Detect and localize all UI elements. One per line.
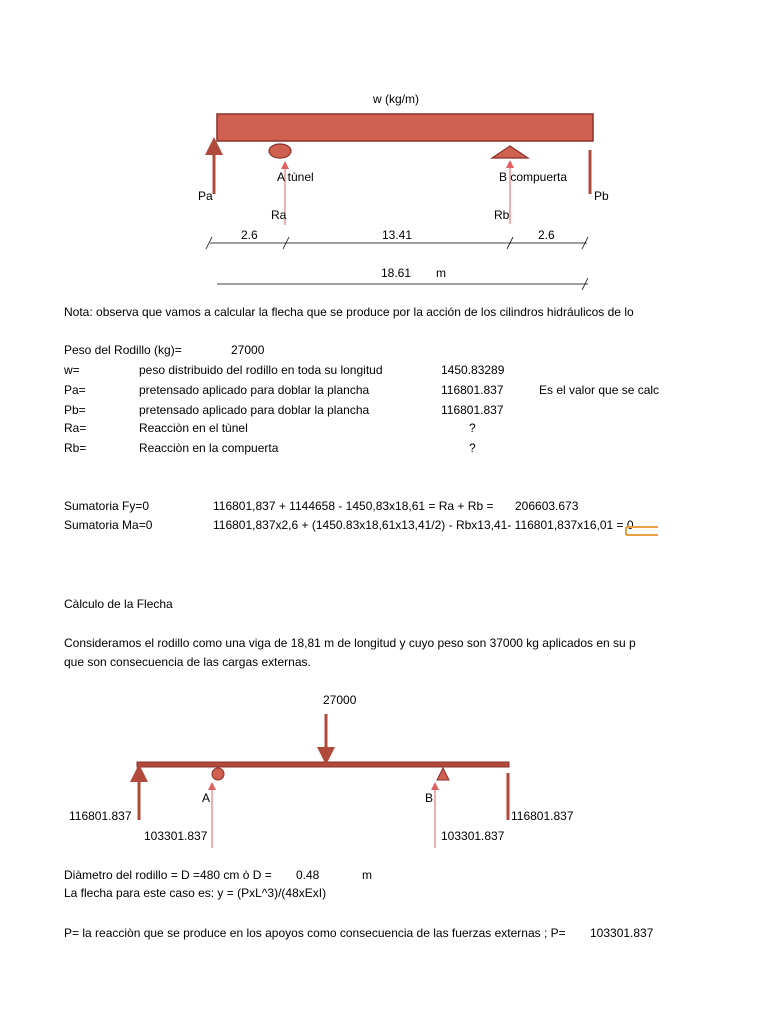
row-desc: peso distribuido del rodillo en toda su longitud [139,363,383,377]
ra-value: 103301.837 [144,829,208,843]
dim-unit: m [436,266,446,280]
row-extra: Es el valor que se calc [539,383,660,397]
support-b-pin [492,146,528,158]
row-sym: w= [64,363,80,377]
support-a-label: A tùnel [277,170,314,184]
fy-expr: 116801,837 + 1144658 - 1450,83x18,61 = Ra + Rb = [213,499,494,513]
row-val: ? [469,421,476,435]
support-b-label: B compuerta [499,170,568,184]
a-label: A [202,791,211,805]
rb-value: 103301.837 [441,829,505,843]
dim-mid: 13.41 [382,228,413,242]
b-label: B [425,791,434,805]
row-sym: Ra= [64,421,87,435]
p-line: P= la reacciòn que se produce en los apoyos como consecuencia de las fuerzas externas ; P= [64,926,566,940]
peso-value: 27000 [231,343,265,357]
row-val: 116801.837 [441,403,504,417]
load-label: w (kg/m) [373,92,419,106]
ma-expr: 116801,837x2,6 + (1450.83x18,61x13,41/2) - Rbx13,41- 116801,837x16,01 = 0 [213,518,634,532]
beam-2 [137,762,509,767]
left-force-value: 116801.837 [69,809,132,823]
row-desc: pretensado aplicado para doblar la plancha [139,403,370,417]
consider-line-1: Consideramos el rodillo como una viga de 18,81 m de longitud y cuyo peso son 37000 kg aplicados en su p [64,636,636,650]
row-sym: Rb= [64,441,87,455]
fy-label: Sumatoria Fy=0 [64,499,150,513]
right-force-value: 116801.837 [511,809,574,823]
pb-label: Pb [594,189,609,203]
row-val: 1450.83289 [441,363,505,377]
consider-line-2: que son consecuencia de las cargas externas. [64,655,311,669]
row-val: ? [469,441,476,455]
diam-value: 0.48 [296,868,320,882]
dim-right: 2.6 [538,228,555,242]
support-a-roller-2 [212,768,224,780]
row-val: 116801.837 [441,383,504,397]
dim-left: 2.6 [241,228,258,242]
p-value: 103301.837 [590,926,654,940]
formula-line: La flecha para este caso es: y = (PxL^3)/(48xExI) [64,886,327,900]
diam-unit: m [362,868,372,882]
support-a-roller [269,144,291,158]
support-b-pin-2 [437,768,449,780]
note-text: Nota: observa que vamos a calcular la flecha que se produce por la acción de los cilindros hidráulicos de lo [64,305,634,319]
load-value: 27000 [323,693,357,707]
peso-label: Peso del Rodillo (kg)= [64,343,182,357]
row-desc: Reacciòn en el tùnel [139,421,248,435]
rb-label: Rb [494,208,510,222]
row-desc: pretensado aplicado para doblar la plancha [139,383,370,397]
row-sym: Pa= [64,383,86,397]
beam-1 [217,114,593,141]
ma-label: Sumatoria Ma=0 [64,518,153,532]
row-desc: Reacciòn en la compuerta [139,441,279,455]
beam-diagram-1 [0,0,768,300]
pa-label: Pa [198,189,213,203]
ra-label: Ra [271,208,287,222]
diam-label: Diàmetro del rodillo = D =480 cm ò D = [64,868,272,882]
fy-value: 206603.673 [515,499,579,513]
row-sym: Pb= [64,403,86,417]
dim-total: 18.61 [381,266,412,280]
calc-title: Càlculo de la Flecha [64,597,173,611]
